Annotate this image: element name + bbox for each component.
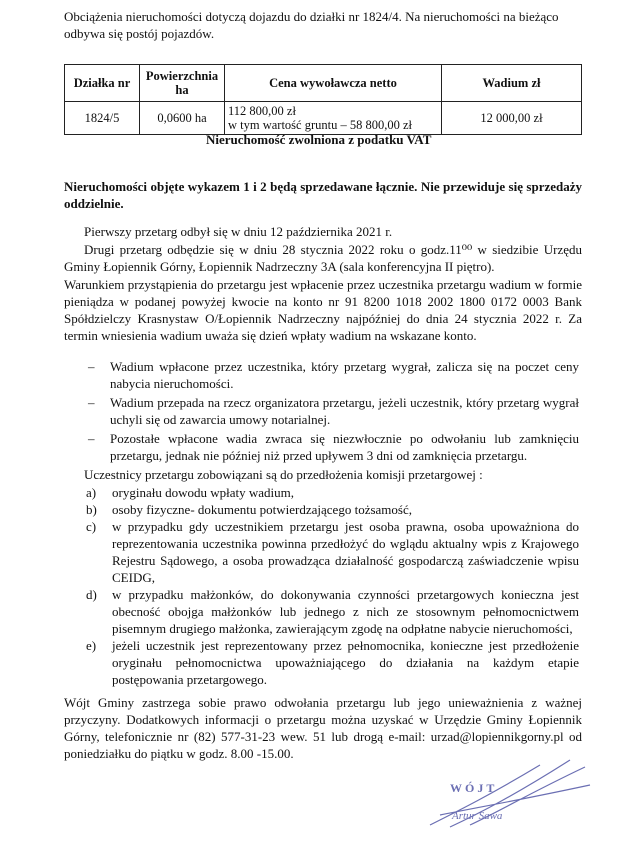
deposit-rules-list	[84, 358, 579, 466]
list-item: – Pozostałe wpłacone wadia zwraca się niezwłocznie po odwołaniu lub zamknięciu przetargu, jednak nie później niż przed upływem 3 dni od zamknięcia przetargu.	[84, 430, 579, 464]
cell-price	[225, 102, 442, 135]
list-item	[84, 637, 579, 688]
signature-scribble	[420, 755, 600, 835]
vat-note: Nieruchomość zwolniona z podatku VAT	[206, 132, 432, 147]
first-auction: Pierwszy przetarg odbył się w dniu 12 października 2021 r.	[84, 224, 393, 239]
header-parcel: Działka nr	[65, 65, 140, 102]
list-marker: e)	[86, 638, 97, 653]
list-text: w przypadku gdy uczestnikiem przetargu jest osoba prawna, osoba upoważniona do reprezentowania uczestnika powinna przedłożyć do wglądu aktualny wpis z Krajowego Rejestru Sądowego, a osoba prowadząca działalność gospodarczą zaświadczenie wpisu CEIDG,	[112, 519, 579, 585]
list-item	[84, 501, 579, 518]
list-text: osoby fizyczne- dokumentu potwierdzającego tożsamość,	[112, 502, 412, 517]
cell-area: 0,0600 ha	[140, 102, 225, 135]
joint-sale-note: Nieruchomości objęte wykazem 1 i 2 będą sprzedawane łącznie. Nie przewiduje się sprzedaży oddzielnie.	[64, 179, 582, 211]
auction-table	[64, 64, 582, 135]
list-text: jeżeli uczestnik jest reprezentowany przez pełnomocnika, konieczne jest przedłożenie oryginału pełnomocnictwa upoważniającego do działania na każdym etapie postępowania przetargowego.	[112, 638, 579, 687]
table-row	[65, 102, 582, 135]
closing-paragraph: Wójt Gminy zastrzega sobie prawo odwołania przetargu lub jego unieważnienia z ważnej przyczyny. Dodatkowych informacji o przetargu można uzyskać w Urzędzie Gminy Łopiennik Górny, telefonicznie nr (82) 577-31-23 wew. 51 lub drogą e-mail: urzad@lopiennikgorny.pl od poniedziałku do piątku w godz. 8.00 -15.00.	[64, 695, 582, 761]
second-auction: Drugi przetarg odbędzie się w dniu 28 stycznia 2022 roku o godz.11⁰⁰ w siedzibie Urzędu Gminy Łopiennik Górny, Łopiennik Nadrzeczny 3A (sala konferencyjna II piętro).	[64, 242, 582, 274]
table-header-row	[65, 65, 582, 102]
cell-parcel: 1824/5	[65, 102, 140, 135]
documents-list	[84, 484, 579, 688]
list-item: – Wadium przepada na rzecz organizatora przetargu, jeżeli uczestnik, który przetarg wygrał uchyli się od zawarcia umowy notarialnej.	[84, 394, 579, 428]
list-marker: a)	[86, 485, 97, 500]
signature-name: Artur Sawa	[452, 810, 503, 822]
documents-intro: Uczestnicy przetargu zobowiązani są do przedłożenia komisji przetargowej :	[84, 467, 483, 482]
signature-title: WÓJT	[450, 781, 498, 795]
list-item	[84, 586, 579, 637]
deposit-condition: Warunkiem przystąpienia do przetargu jest wpłacenie przez uczestnika przetargu wadium w formie pieniądza w podanej powyżej kwocie na konto nr 91 8200 1018 2002 1800 0172 0003 Bank Spółdzielczy Krasnystaw O/Łopiennik Nadrzeczny najpóźniej do dnia 24 stycznia 2022 r. Za termin wniesienia wadium uważa się dzień wpłaty wadium na wskazane konto.	[64, 277, 582, 343]
header-deposit: Wadium zł	[442, 65, 582, 102]
intro-paragraph: Obciążenia nieruchomości dotyczą dojazdu do działki nr 1824/4. Na nieruchomości na bieżąco odbywa się postój pojazdów.	[64, 9, 559, 41]
cell-deposit: 12 000,00 zł	[442, 102, 582, 135]
price-value: 112 800,00 zł	[228, 104, 296, 118]
list-marker: c)	[86, 519, 97, 534]
header-area: Powierzchnia ha	[140, 65, 225, 102]
header-price: Cena wywoławcza netto	[225, 65, 442, 102]
land-value: w tym wartość gruntu – 58 800,00 zł	[228, 118, 413, 132]
list-item	[84, 518, 579, 586]
list-item: – Wadium wpłacone przez uczestnika, który przetarg wygrał, zalicza się na poczet ceny nabycia nieruchomości.	[84, 358, 579, 392]
list-text: oryginału dowodu wpłaty wadium,	[112, 485, 294, 500]
list-marker: b)	[86, 502, 97, 517]
list-text: w przypadku małżonków, do dokonywania czynności przetargowych konieczna jest obecność obojga małżonków lub jednego z nich ze stosownym pełnomocnictwem pisemnym drugiego małżonka, zawierającym zgodę na odpłatne nabycie nieruchomości,	[112, 587, 579, 636]
list-item	[84, 484, 579, 501]
list-marker: d)	[86, 587, 97, 602]
